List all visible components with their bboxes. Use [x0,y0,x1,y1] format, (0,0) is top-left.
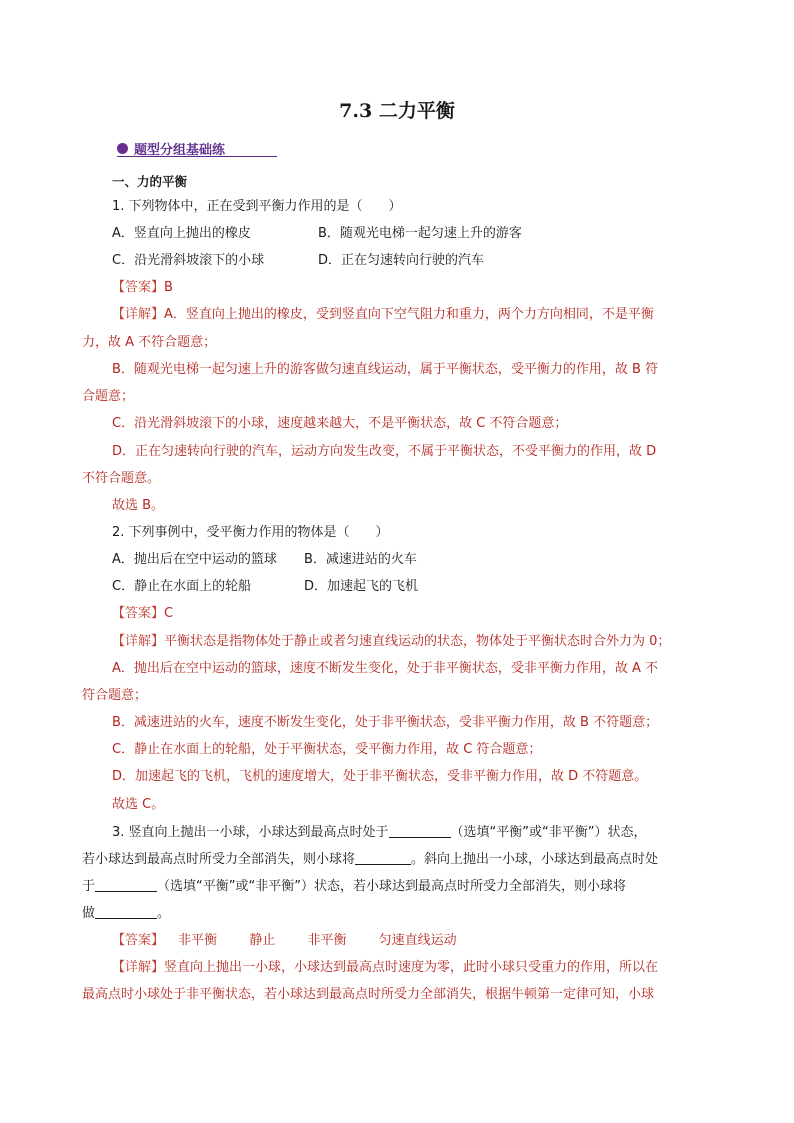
q1-option-b: B．随观光电梯一起匀速上升的游客 [318,226,522,241]
page-title: 7.3 二力平衡 [339,100,455,122]
q1-detail-4: 合题意； [82,389,135,404]
q2-detail-4: B．减速进站的火车，速度不断发生变化，处于非平衡状态，受非平衡力作用，故 B 不符题意； [112,715,659,730]
q3-stem-1 [112,823,647,842]
detail-text: A．竖直向上抛出的橡皮，受到竖直向下空气阻力和重力，两个力方向相同，不是平衡 [164,307,654,322]
q2-detail-7: 故选 C。 [112,797,165,812]
section-label: 题型分组基础练 [134,142,226,158]
q2-option-c: C．静止在水面上的轮船 [112,579,252,594]
q3-text: （选填“平衡”或“非平衡”）状态， [450,825,647,840]
answer-value: B [164,280,173,295]
fill-blank-4 [95,904,157,919]
fill-blank-2 [355,850,411,865]
q2-option-d: D．加速起飞的飞机 [304,579,419,594]
fill-blank-1 [389,823,451,838]
q3-text: 做 [82,906,96,921]
detail-tag: 【详解】 [112,960,165,975]
subheading: 一、力的平衡 [112,174,188,189]
q1-detail-2: 力，故 A 不符合题意； [82,335,217,350]
q2-detail-5: C．静止在水面上的轮船，处于平衡状态，受平衡力作用，故 C 符合题意； [112,742,542,757]
q3-stem-4 [82,904,170,923]
q3-text: 于 [82,879,96,894]
q3-text: 若小球达到最高点时所受力全部消失，则小球将 [82,852,356,867]
answer-value-2: 静止 [249,933,276,948]
answer-tag: 【答案】 [112,606,165,621]
q2-option-a: A．抛出后在空中运动的篮球 [112,552,277,567]
q2-detail-6: D．加速起飞的飞机，飞机的速度增大，处于非平衡状态，受非平衡力作用，故 D 不符题意。 [112,769,648,784]
q3-stem-3 [82,877,626,896]
q1-detail-1 [112,306,654,324]
fill-blank-3 [95,877,157,892]
q1-answer [112,279,173,297]
detail-tag: 【详解】 [112,307,165,322]
q2-stem: 2. 下列事例中，受平衡力作用的物体是（ ） [112,525,389,540]
q3-text: 。斜向上抛出一小球，小球达到最高点时处 [411,852,659,867]
q3-text: 。 [157,906,171,921]
answer-value-1: 非平衡 [178,933,218,948]
q3-answer [112,932,457,950]
detail-tag: 【详解】 [112,634,165,649]
q1-detail-8: 故选 B。 [112,498,165,513]
answer-value-3: 非平衡 [307,933,347,948]
answer-value: C [164,606,174,621]
q3-text: （选填“平衡”或“非平衡”）状态，若小球达到最高点时所受力全部消失，则小球将 [157,879,626,894]
q2-detail-2: A．抛出后在空中运动的篮球，速度不断发生变化，处于非平衡状态，受非平衡力作用，故 A 不 [112,661,659,676]
answer-tag: 【答案】 [112,933,165,948]
q2-detail-3: 符合题意； [82,688,148,703]
q1-detail-7: 不符合题意。 [82,471,161,486]
q3-text: 3. 竖直向上抛出一小球，小球达到最高点时处于 [112,825,389,840]
answer-value-4: 匀速直线运动 [378,933,457,948]
q3-stem-2 [82,850,658,869]
q1-detail-6: D．正在匀速转向行驶的汽车，运动方向发生改变，不属于平衡状态，不受平衡力的作用，故 D [112,444,657,459]
q1-detail-5: C．沿光滑斜坡滚下的小球，速度越来越大，不是平衡状态，故 C 不符合题意； [112,416,568,431]
q1-option-c: C．沿光滑斜坡滚下的小球 [112,253,265,268]
bullet-dot-icon [117,143,128,154]
q1-stem: 1. 下列物体中，正在受到平衡力作用的是（ ） [112,199,402,214]
q1-option-d: D．正在匀速转向行驶的汽车 [318,253,485,268]
section-header [117,139,225,157]
q1-detail-3: B．随观光电梯一起匀速上升的游客做匀速直线运动，属于平衡状态，受平衡力的作用，故 B 符 [112,362,659,377]
detail-text: 竖直向上抛出一小球，小球达到最高点时速度为零，此时小球只受重力的作用，所以在 [164,960,659,975]
detail-text: 平衡状态是指物体处于静止或者匀速直线运动的状态，物体处于平衡状态时合外力为 0； [164,634,671,649]
q3-detail-2: 最高点时小球处于非平衡状态，若小球达到最高点时所受力全部消失，根据牛顿第一定律可知，小球 [82,987,655,1002]
section-underline [117,156,277,157]
q3-detail-1 [112,959,658,977]
q2-detail-1 [112,633,670,651]
q2-option-b: B．减速进站的火车 [304,552,417,567]
answer-tag: 【答案】 [112,280,165,295]
q1-option-a: A．竖直向上抛出的橡皮 [112,226,251,241]
q2-answer [112,605,173,623]
